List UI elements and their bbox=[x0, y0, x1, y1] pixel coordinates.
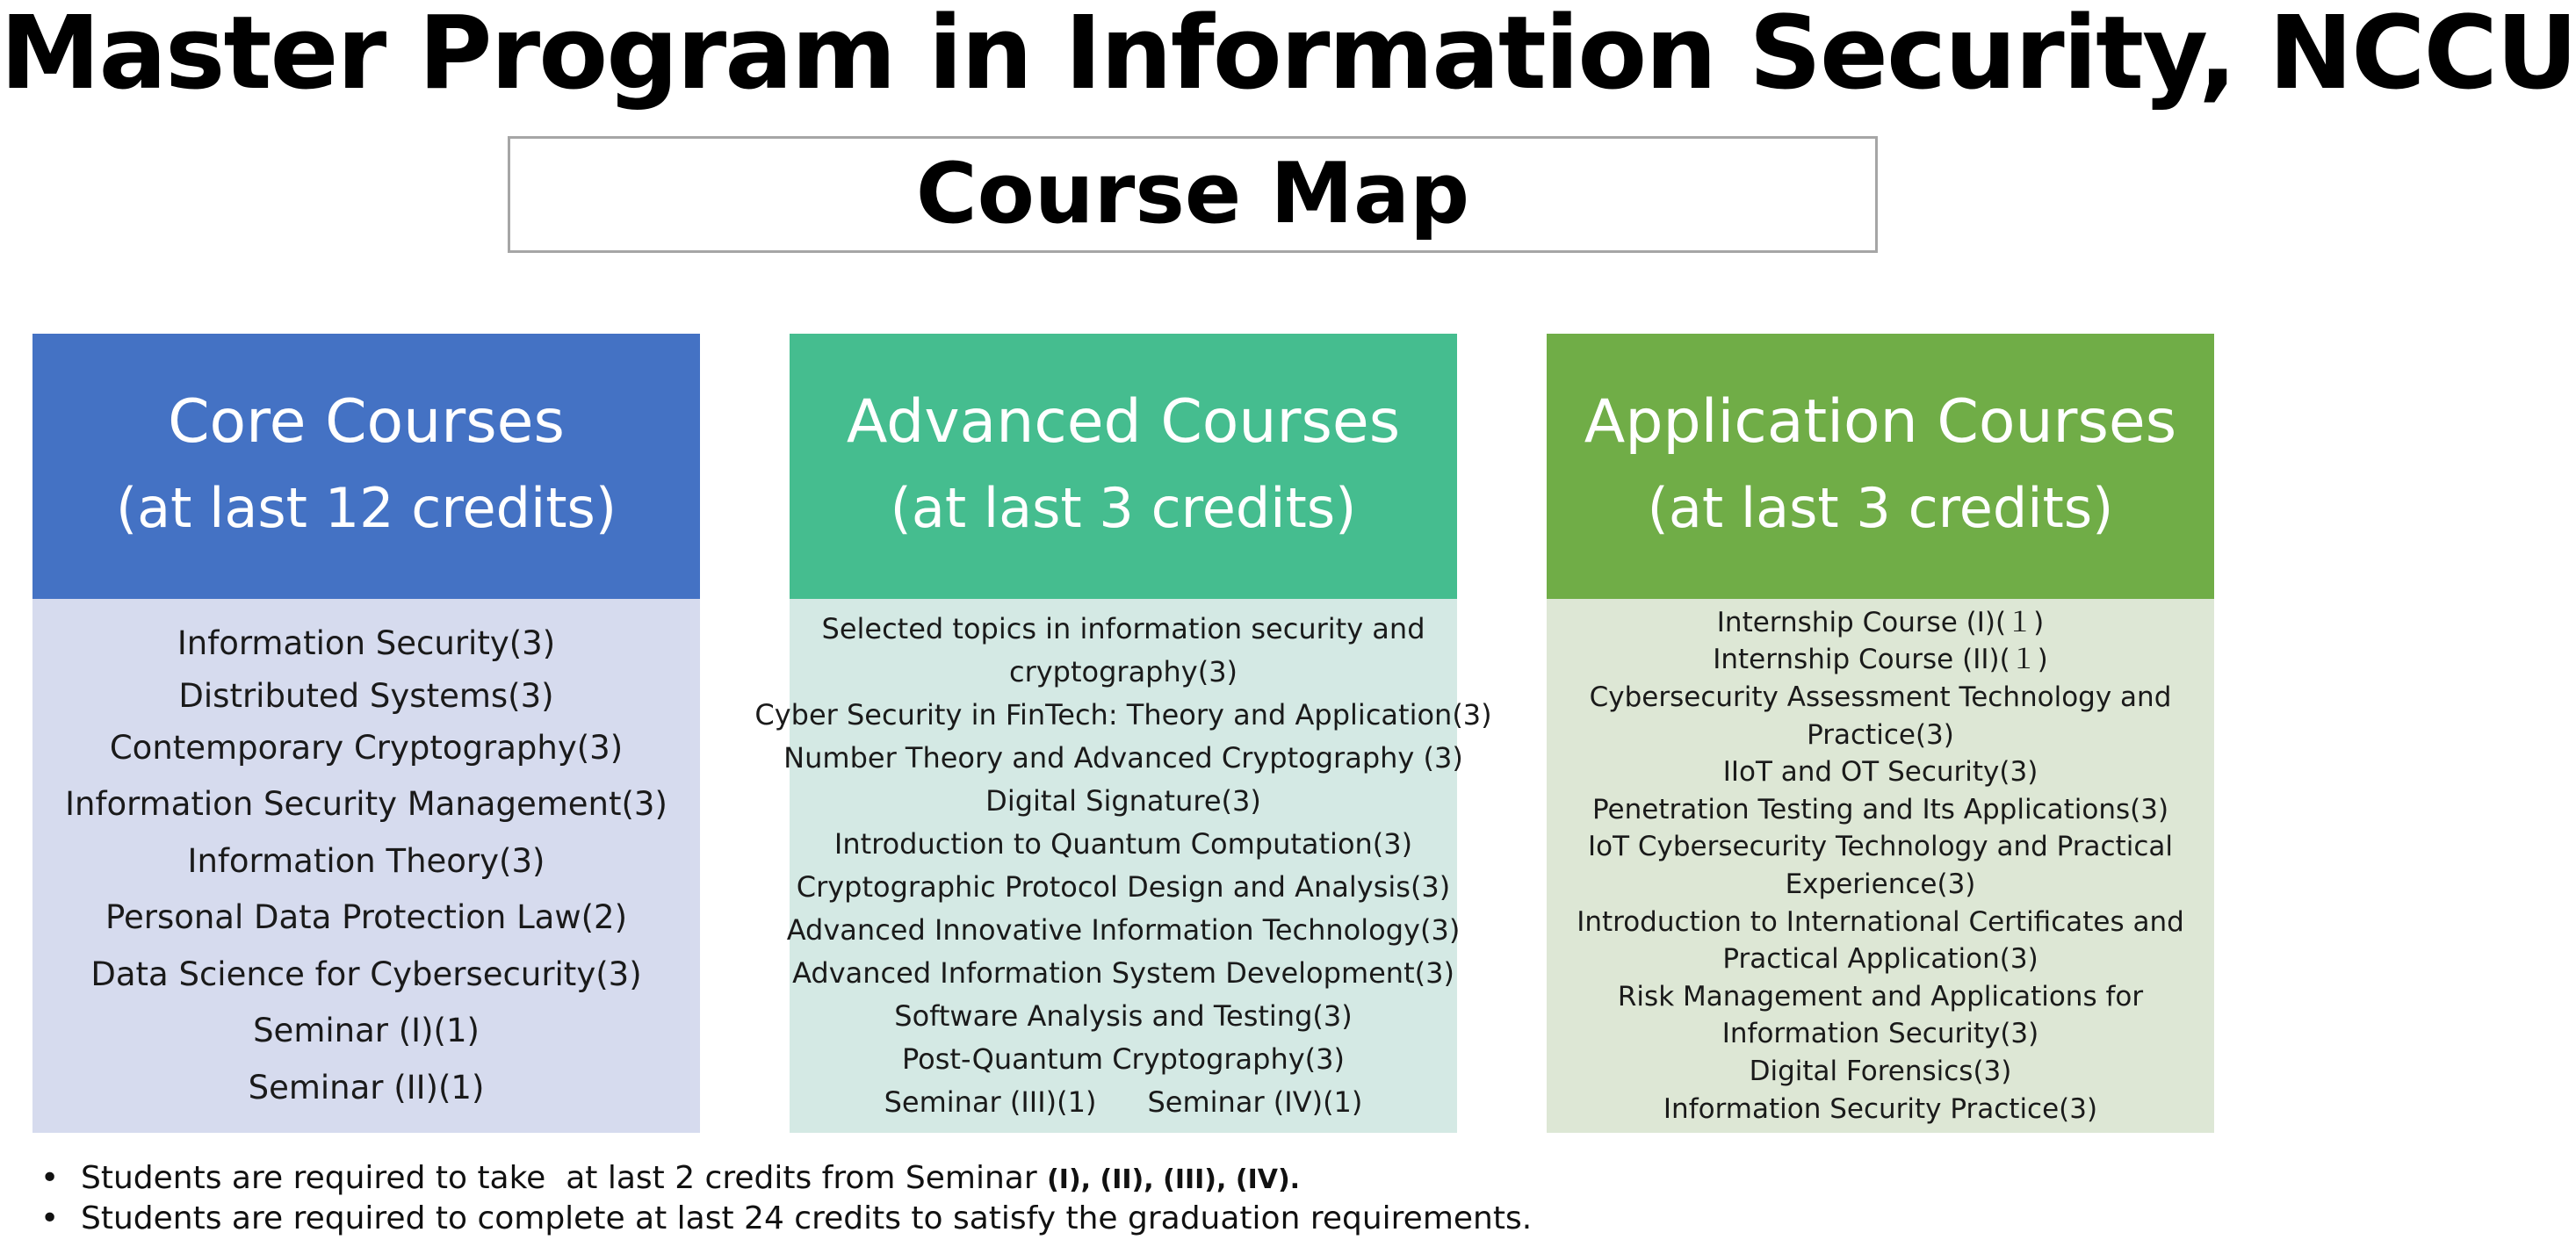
course-item: Information Security Practice(3) bbox=[1663, 1092, 2098, 1125]
application-courses-column bbox=[1547, 334, 2214, 1133]
core-courses-credits: (at last 12 credits) bbox=[115, 476, 617, 540]
advanced-courses-list bbox=[754, 599, 1492, 1133]
advanced-courses-credits: (at last 3 credits) bbox=[890, 476, 1357, 540]
note-item bbox=[40, 1200, 1532, 1238]
course-item: Internship Course (II)(１) bbox=[1713, 644, 2048, 676]
advanced-courses-title: Advanced Courses bbox=[846, 387, 1401, 457]
course-item: Digital Forensics(3) bbox=[1749, 1055, 2012, 1087]
seminar-row bbox=[884, 1081, 1363, 1124]
course-item: Seminar (I)(1) bbox=[253, 1012, 480, 1049]
course-item: Cryptographic Protocol Design and Analysis(3) bbox=[796, 870, 1451, 904]
course-item: Internship Course (I)(１) bbox=[1716, 606, 2045, 638]
course-item: Information Security(3) bbox=[1721, 1018, 2039, 1050]
application-courses-list bbox=[1547, 599, 2214, 1133]
advanced-courses-header bbox=[790, 334, 1457, 599]
course-item: Information Security Management(3) bbox=[65, 785, 667, 823]
core-courses-column bbox=[32, 334, 700, 1133]
course-item: Distributed Systems(3) bbox=[178, 676, 554, 715]
note-text: Students are required to take at last 2 credits from Seminar bbox=[81, 1160, 1048, 1196]
advanced-courses-column bbox=[754, 334, 1492, 1133]
course-item: Personal Data Protection Law(2) bbox=[105, 898, 628, 936]
course-item: Contemporary Cryptography(3) bbox=[109, 728, 624, 767]
course-item: Software Analysis and Testing(3) bbox=[894, 999, 1353, 1033]
course-item: Advanced Innovative Information Technology(3) bbox=[786, 913, 1461, 947]
course-item: Practice(3) bbox=[1807, 718, 1954, 751]
course-item: IoT Cybersecurity Technology and Practical bbox=[1587, 831, 2174, 863]
course-item: cryptography(3) bbox=[1008, 655, 1238, 688]
course-item: Data Science for Cybersecurity(3) bbox=[90, 955, 642, 993]
course-item: Information Security(3) bbox=[177, 624, 556, 662]
note-seminar-list: (I), (II), (III), (IV). bbox=[1047, 1164, 1301, 1195]
note-item bbox=[40, 1159, 1532, 1200]
course-item: Cybersecurity Assessment Technology and bbox=[1589, 681, 2172, 714]
application-courses-credits: (at last 3 credits) bbox=[1647, 476, 2114, 540]
course-item: Introduction to Quantum Computation(3) bbox=[833, 827, 1413, 861]
subtitle-box bbox=[508, 136, 1878, 253]
course-item: Penetration Testing and Its Applications(3) bbox=[1591, 793, 2169, 825]
course-item: Seminar (II)(1) bbox=[248, 1068, 485, 1106]
application-courses-title: Application Courses bbox=[1584, 387, 2177, 457]
course-item: Practical Application(3) bbox=[1722, 943, 2038, 976]
course-item: Information Theory(3) bbox=[187, 841, 545, 880]
course-item: Post-Quantum Cryptography(3) bbox=[901, 1042, 1345, 1076]
course-item: Experience(3) bbox=[1785, 868, 1976, 900]
core-courses-list bbox=[32, 599, 700, 1133]
core-courses-title: Core Courses bbox=[168, 387, 565, 457]
course-item: Number Theory and Advanced Cryptography (3) bbox=[783, 741, 1463, 775]
page-title: Master Program in Information Security, NCCU bbox=[0, 0, 2576, 112]
core-courses-header bbox=[32, 334, 700, 599]
course-item: Selected topics in information security and bbox=[821, 612, 1425, 645]
course-item: Risk Management and Applications for bbox=[1617, 980, 2144, 1013]
requirement-notes bbox=[40, 1159, 1532, 1238]
course-item: Seminar (IV)(1) bbox=[1147, 1085, 1363, 1119]
course-item: Digital Signature(3) bbox=[985, 784, 1261, 818]
application-courses-header bbox=[1547, 334, 2214, 599]
course-item: Seminar (III)(1) bbox=[884, 1085, 1097, 1119]
course-item: Introduction to International Certificates and bbox=[1577, 905, 2184, 938]
course-item: Advanced Information System Development(3) bbox=[792, 956, 1454, 990]
page-subtitle: Course Map bbox=[915, 146, 1470, 242]
course-item: Cyber Security in FinTech: Theory and Application(3) bbox=[754, 698, 1492, 732]
note-text: Students are required to complete at last 24 credits to satisfy the graduation requirements. bbox=[81, 1200, 1533, 1236]
course-item: IIoT and OT Security(3) bbox=[1722, 756, 2038, 789]
